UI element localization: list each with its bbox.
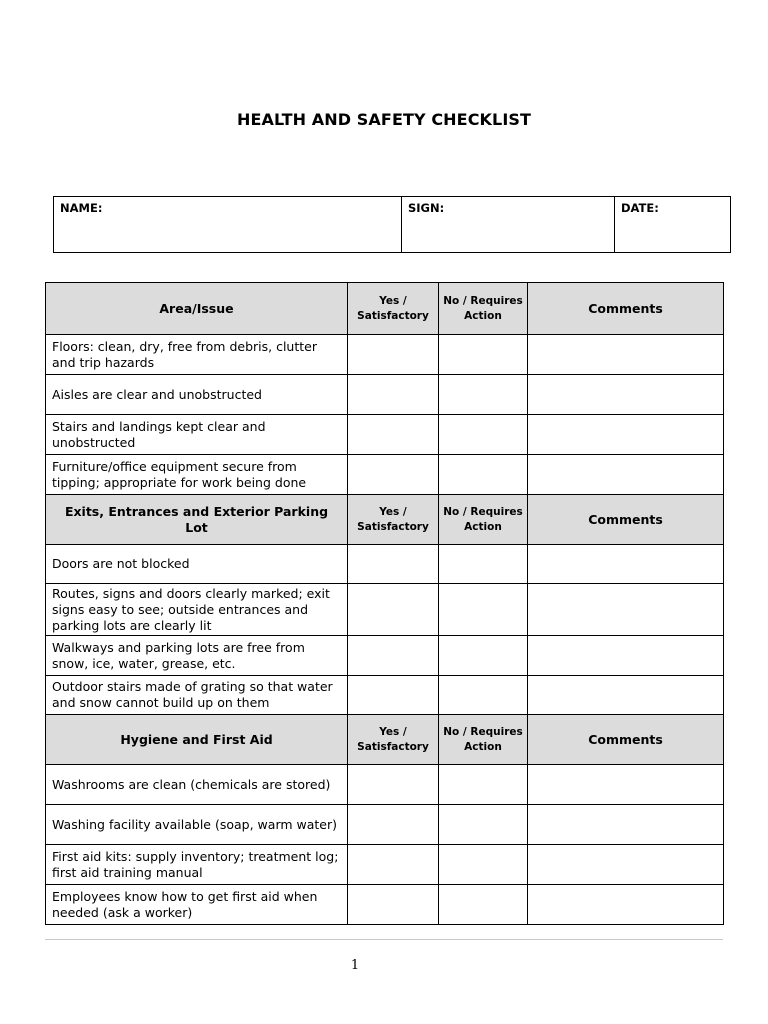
no-cell[interactable] — [439, 545, 528, 584]
no-header: No / Requires Action — [439, 495, 528, 545]
comments-cell[interactable] — [528, 455, 724, 495]
date-label: DATE: — [621, 201, 659, 215]
comments-cell[interactable] — [528, 545, 724, 584]
yes-cell[interactable] — [348, 415, 439, 455]
yes-cell[interactable] — [348, 335, 439, 375]
no-header: No / Requires Action — [439, 283, 528, 335]
no-cell[interactable] — [439, 636, 528, 676]
comments-cell[interactable] — [528, 415, 724, 455]
date-field[interactable] — [615, 197, 731, 253]
item-label: Employees know how to get first aid when needed (ask a worker) — [46, 885, 348, 925]
footer-divider — [45, 939, 723, 940]
table-row — [46, 584, 724, 636]
yes-header: Yes / Satisfactory — [348, 283, 439, 335]
comments-cell[interactable] — [528, 375, 724, 415]
yes-header: Yes / Satisfactory — [348, 715, 439, 765]
item-label: Walkways and parking lots are free from snow, ice, water, grease, etc. — [46, 636, 348, 676]
page-title: HEALTH AND SAFETY CHECKLIST — [236, 110, 532, 129]
item-label: Outdoor stairs made of grating so that water and snow cannot build up on them — [46, 676, 348, 715]
item-label: Washrooms are clean (chemicals are stored) — [46, 765, 348, 805]
sign-label: SIGN: — [408, 201, 445, 215]
table-row — [46, 805, 724, 845]
no-cell[interactable] — [439, 765, 528, 805]
table-row — [46, 335, 724, 375]
comments-header: Comments — [528, 283, 724, 335]
item-label: First aid kits: supply inventory; treatment log; first aid training manual — [46, 845, 348, 885]
comments-cell[interactable] — [528, 805, 724, 845]
yes-cell[interactable] — [348, 676, 439, 715]
table-row — [46, 885, 724, 925]
item-label: Routes, signs and doors clearly marked; exit signs easy to see; outside entrances and parking lots are clearly lit — [46, 584, 348, 636]
no-cell[interactable] — [439, 676, 528, 715]
yes-header: Yes / Satisfactory — [348, 495, 439, 545]
yes-cell[interactable] — [348, 545, 439, 584]
section-heading: Hygiene and First Aid — [46, 715, 348, 765]
yes-cell[interactable] — [348, 636, 439, 676]
yes-cell[interactable] — [348, 584, 439, 636]
comments-cell[interactable] — [528, 335, 724, 375]
table-row — [46, 375, 724, 415]
table-row — [46, 636, 724, 676]
page-number: 1 — [350, 958, 360, 973]
table-row — [46, 765, 724, 805]
name-field[interactable] — [54, 197, 402, 253]
table-row — [46, 415, 724, 455]
item-label: Floors: clean, dry, free from debris, clutter and trip hazards — [46, 335, 348, 375]
no-cell[interactable] — [439, 845, 528, 885]
comments-cell[interactable] — [528, 676, 724, 715]
item-label: Washing facility available (soap, warm water) — [46, 805, 348, 845]
comments-cell[interactable] — [528, 636, 724, 676]
comments-cell[interactable] — [528, 584, 724, 636]
comments-header: Comments — [528, 495, 724, 545]
section-header — [46, 283, 724, 335]
no-cell[interactable] — [439, 885, 528, 925]
section-header — [46, 715, 724, 765]
table-row — [46, 676, 724, 715]
info-table — [53, 196, 731, 253]
yes-cell[interactable] — [348, 765, 439, 805]
no-cell[interactable] — [439, 415, 528, 455]
no-cell[interactable] — [439, 455, 528, 495]
yes-cell[interactable] — [348, 805, 439, 845]
section-heading: Exits, Entrances and Exterior Parking Lot — [46, 495, 348, 545]
yes-cell[interactable] — [348, 845, 439, 885]
no-cell[interactable] — [439, 805, 528, 845]
comments-header: Comments — [528, 715, 724, 765]
yes-cell[interactable] — [348, 885, 439, 925]
item-label: Doors are not blocked — [46, 545, 348, 584]
checklist-table — [45, 282, 724, 925]
table-row — [46, 545, 724, 584]
item-label: Furniture/office equipment secure from tipping; appropriate for work being done — [46, 455, 348, 495]
table-row — [46, 845, 724, 885]
yes-cell[interactable] — [348, 455, 439, 495]
name-label: NAME: — [60, 201, 103, 215]
no-cell[interactable] — [439, 335, 528, 375]
item-label: Aisles are clear and unobstructed — [46, 375, 348, 415]
item-label: Stairs and landings kept clear and unobstructed — [46, 415, 348, 455]
section-heading: Area/Issue — [46, 283, 348, 335]
no-cell[interactable] — [439, 375, 528, 415]
comments-cell[interactable] — [528, 765, 724, 805]
comments-cell[interactable] — [528, 885, 724, 925]
no-cell[interactable] — [439, 584, 528, 636]
no-header: No / Requires Action — [439, 715, 528, 765]
yes-cell[interactable] — [348, 375, 439, 415]
sign-field[interactable] — [402, 197, 615, 253]
section-header — [46, 495, 724, 545]
comments-cell[interactable] — [528, 845, 724, 885]
table-row — [46, 455, 724, 495]
